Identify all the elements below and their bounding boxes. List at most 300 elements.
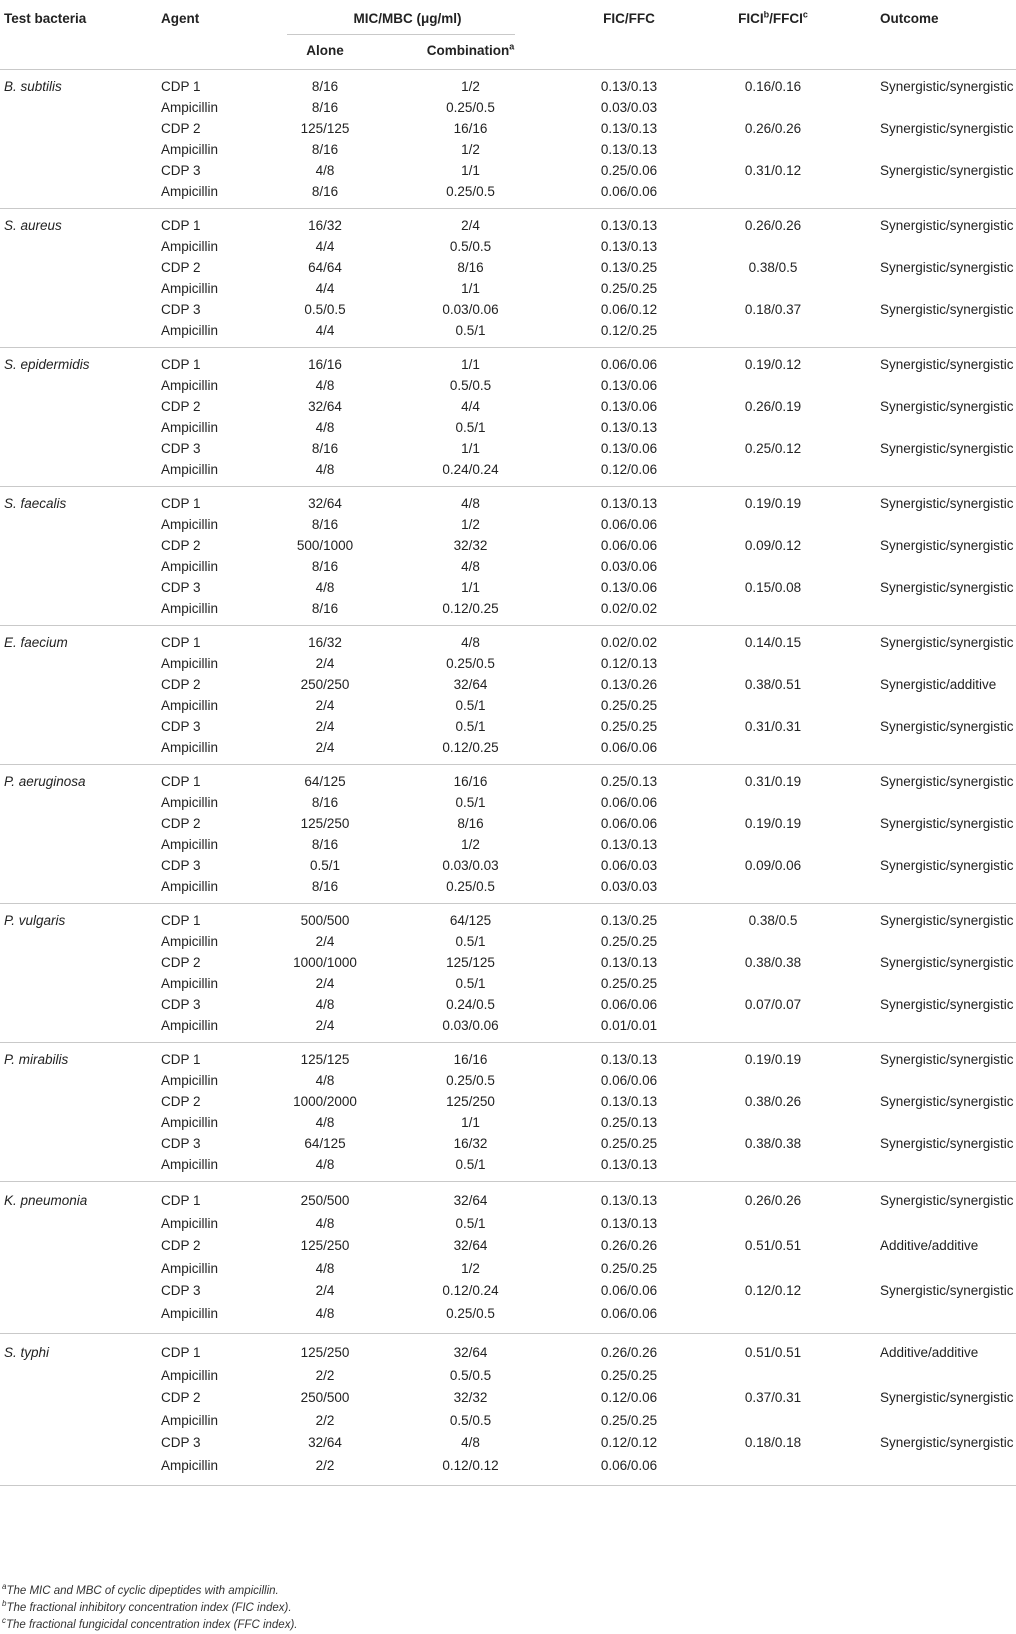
footnotes bbox=[0, 1583, 297, 1634]
table-row bbox=[0, 1154, 1016, 1175]
alone-cell: 1000/2000 bbox=[293, 1094, 357, 1109]
fici-cell: 0.51/0.51 bbox=[744, 1238, 802, 1253]
combination-cell: 125/125 bbox=[446, 955, 495, 970]
alone-cell: 250/500 bbox=[300, 1193, 350, 1208]
alone-cell: 4/8 bbox=[315, 1215, 335, 1231]
alone-cell: 4/8 bbox=[315, 1157, 335, 1172]
fic-cell: 0.12/0.06 bbox=[600, 1390, 658, 1405]
fic-cell: 0.06/0.06 bbox=[600, 997, 658, 1012]
outcome-cell: Synergistic/synergistic bbox=[880, 1435, 1014, 1450]
table-header bbox=[0, 0, 1016, 70]
bacteria-name: S. faecalis bbox=[4, 496, 67, 511]
outcome-cell: Synergistic/synergistic bbox=[880, 1390, 1014, 1405]
fici-cell: 0.25/0.12 bbox=[744, 441, 802, 456]
table-row bbox=[0, 514, 1016, 535]
footnote-mark-a: a bbox=[509, 41, 515, 52]
fic-cell: 0.26/0.26 bbox=[600, 1345, 658, 1360]
bacteria-name: P. vulgaris bbox=[4, 913, 66, 928]
alone-cell: 4/8 bbox=[315, 1115, 335, 1130]
bacteria-group bbox=[0, 70, 1016, 209]
agent-cell: CDP 2 bbox=[161, 1238, 201, 1253]
fic-cell: 0.13/0.25 bbox=[600, 260, 658, 275]
table-row bbox=[0, 1365, 1016, 1388]
fic-cell: 0.13/0.06 bbox=[600, 441, 658, 456]
outcome-cell: Synergistic/synergistic bbox=[880, 1136, 1014, 1151]
fici-cell: 0.37/0.31 bbox=[744, 1390, 802, 1405]
alone-cell: 2/4 bbox=[315, 1283, 335, 1298]
fic-cell: 0.12/0.13 bbox=[600, 656, 658, 671]
agent-cell: Ampicillin bbox=[161, 184, 219, 199]
header-ffci-text: /FFCI bbox=[769, 11, 803, 26]
agent-cell: Ampicillin bbox=[161, 1260, 219, 1276]
alone-cell: 4/4 bbox=[315, 323, 335, 338]
fic-cell: 0.13/0.13 bbox=[600, 79, 658, 94]
combination-cell: 16/16 bbox=[453, 774, 488, 789]
fic-cell: 0.06/0.06 bbox=[600, 1457, 658, 1473]
alone-cell: 16/32 bbox=[308, 218, 342, 233]
fic-cell: 0.06/0.03 bbox=[600, 858, 658, 873]
agent-cell: CDP 1 bbox=[161, 635, 201, 650]
fici-cell: 0.14/0.15 bbox=[744, 635, 802, 650]
fic-cell: 0.13/0.25 bbox=[600, 913, 658, 928]
outcome-cell: Synergistic/synergistic bbox=[880, 719, 1014, 734]
fic-cell: 0.06/0.06 bbox=[600, 816, 658, 831]
combination-cell: 1/2 bbox=[461, 837, 480, 852]
outcome-cell: Synergistic/synergistic bbox=[880, 955, 1014, 970]
fici-cell: 0.38/0.38 bbox=[744, 955, 802, 970]
fici-cell: 0.38/0.26 bbox=[744, 1094, 802, 1109]
table-row bbox=[0, 1213, 1016, 1236]
table-row bbox=[0, 320, 1016, 341]
fici-cell: 0.19/0.19 bbox=[744, 816, 802, 831]
outcome-cell: Additive/additive bbox=[880, 1345, 979, 1360]
fic-cell: 0.13/0.13 bbox=[600, 142, 658, 157]
agent-cell: CDP 1 bbox=[161, 496, 201, 511]
alone-cell: 2/2 bbox=[315, 1367, 335, 1383]
fic-cell: 0.13/0.13 bbox=[600, 1052, 658, 1067]
outcome-cell: Synergistic/synergistic bbox=[880, 538, 1014, 553]
outcome-cell: Synergistic/synergistic bbox=[880, 858, 1014, 873]
alone-cell: 500/1000 bbox=[296, 538, 354, 553]
agent-cell: Ampicillin bbox=[161, 378, 219, 393]
outcome-cell: Synergistic/synergistic bbox=[880, 441, 1014, 456]
fici-cell: 0.09/0.06 bbox=[744, 858, 802, 873]
agent-cell: CDP 2 bbox=[161, 121, 201, 136]
combination-cell: 0.25/0.5 bbox=[446, 1305, 495, 1321]
table-row bbox=[0, 535, 1016, 556]
fici-cell: 0.19/0.12 bbox=[744, 357, 802, 372]
agent-cell: Ampicillin bbox=[161, 698, 219, 713]
agent-cell: CDP 2 bbox=[161, 955, 201, 970]
footnote-b-mark: b bbox=[2, 1599, 7, 1609]
combination-cell: 16/16 bbox=[453, 121, 488, 136]
fic-cell: 0.03/0.03 bbox=[600, 879, 658, 894]
fic-cell: 0.13/0.13 bbox=[600, 1094, 658, 1109]
combination-cell: 8/16 bbox=[457, 260, 484, 275]
footnote-a-text: The MIC and MBC of cyclic dipeptides with ampicillin. bbox=[6, 1585, 279, 1597]
combination-cell: 1/2 bbox=[461, 79, 480, 94]
table-row bbox=[0, 1280, 1016, 1303]
fic-cell: 0.13/0.06 bbox=[600, 580, 658, 595]
footnote-c-text: The fractional fungicidal concentration index (FFC index). bbox=[6, 1619, 298, 1631]
combination-cell: 0.5/1 bbox=[455, 420, 486, 435]
table-row bbox=[0, 695, 1016, 716]
agent-cell: Ampicillin bbox=[161, 281, 219, 296]
alone-cell: 250/250 bbox=[300, 677, 350, 692]
header-subrule bbox=[287, 34, 515, 35]
agent-cell: Ampicillin bbox=[161, 1367, 219, 1383]
fic-cell: 0.06/0.06 bbox=[600, 357, 658, 372]
agent-cell: CDP 2 bbox=[161, 260, 201, 275]
table-row bbox=[0, 632, 1016, 653]
combination-cell: 0.5/1 bbox=[455, 719, 486, 734]
bacteria-name: B. subtilis bbox=[4, 79, 62, 94]
agent-cell: CDP 1 bbox=[161, 79, 201, 94]
combination-cell: 0.5/1 bbox=[455, 698, 486, 713]
bacteria-group bbox=[0, 1043, 1016, 1182]
alone-cell: 32/64 bbox=[308, 399, 342, 414]
alone-cell: 8/16 bbox=[311, 100, 339, 115]
fic-cell: 0.06/0.12 bbox=[600, 302, 658, 317]
combination-cell: 0.25/0.5 bbox=[446, 184, 495, 199]
alone-cell: 4/8 bbox=[315, 997, 335, 1012]
agent-cell: Ampicillin bbox=[161, 879, 219, 894]
fici-cell: 0.15/0.08 bbox=[744, 580, 802, 595]
combination-cell: 32/64 bbox=[453, 1238, 488, 1253]
fic-cell: 0.13/0.13 bbox=[600, 218, 658, 233]
alone-cell: 4/8 bbox=[315, 1073, 335, 1088]
agent-cell: CDP 1 bbox=[161, 218, 201, 233]
agent-cell: CDP 3 bbox=[161, 997, 201, 1012]
outcome-cell: Synergistic/synergistic bbox=[880, 913, 1014, 928]
combination-cell: 16/32 bbox=[453, 1136, 488, 1151]
fic-cell: 0.25/0.25 bbox=[600, 1136, 658, 1151]
alone-cell: 500/500 bbox=[300, 913, 350, 928]
table-row bbox=[0, 1091, 1016, 1112]
outcome-cell: Synergistic/synergistic bbox=[880, 1193, 1014, 1208]
table-row bbox=[0, 1455, 1016, 1478]
table-row bbox=[0, 375, 1016, 396]
table-row bbox=[0, 876, 1016, 897]
agent-cell: CDP 3 bbox=[161, 1136, 201, 1151]
bacteria-group bbox=[0, 626, 1016, 765]
combination-cell: 8/16 bbox=[457, 816, 484, 831]
alone-cell: 2/4 bbox=[315, 934, 335, 949]
fic-cell: 0.25/0.25 bbox=[600, 976, 658, 991]
table-body bbox=[0, 70, 1016, 1486]
combination-cell: 32/32 bbox=[453, 1390, 488, 1405]
fic-cell: 0.25/0.25 bbox=[600, 1260, 658, 1276]
combination-cell: 0.5/1 bbox=[455, 795, 486, 810]
fic-cell: 0.25/0.13 bbox=[600, 1115, 658, 1130]
header-test-bacteria: Test bacteria bbox=[4, 11, 87, 26]
alone-cell: 16/16 bbox=[308, 357, 342, 372]
table-row bbox=[0, 1190, 1016, 1213]
table-row bbox=[0, 118, 1016, 139]
alone-cell: 1000/1000 bbox=[293, 955, 357, 970]
outcome-cell: Additive/additive bbox=[880, 1238, 979, 1253]
fici-cell: 0.26/0.19 bbox=[744, 399, 802, 414]
combination-cell: 4/8 bbox=[461, 635, 480, 650]
fici-cell: 0.18/0.18 bbox=[744, 1435, 802, 1450]
combination-cell: 0.12/0.12 bbox=[442, 1457, 499, 1473]
fici-cell: 0.31/0.12 bbox=[744, 163, 802, 178]
outcome-cell: Synergistic/synergistic bbox=[880, 1094, 1014, 1109]
table-row bbox=[0, 181, 1016, 202]
outcome-cell: Synergistic/synergistic bbox=[880, 302, 1014, 317]
fic-cell: 0.01/0.01 bbox=[600, 1018, 658, 1033]
combination-cell: 0.5/1 bbox=[455, 976, 486, 991]
agent-cell: CDP 3 bbox=[161, 858, 201, 873]
combination-cell: 0.03/0.06 bbox=[442, 1018, 499, 1033]
table-row bbox=[0, 493, 1016, 514]
fic-cell: 0.06/0.06 bbox=[600, 538, 658, 553]
agent-cell: CDP 2 bbox=[161, 677, 201, 692]
table-row bbox=[0, 952, 1016, 973]
alone-cell: 2/4 bbox=[315, 976, 335, 991]
fici-cell: 0.31/0.31 bbox=[744, 719, 802, 734]
header-combination-text: Combination bbox=[426, 43, 510, 58]
agent-cell: CDP 2 bbox=[161, 1094, 201, 1109]
alone-cell: 8/16 bbox=[311, 837, 339, 852]
combination-cell: 0.24/0.24 bbox=[442, 462, 499, 477]
combination-cell: 0.03/0.03 bbox=[442, 858, 499, 873]
alone-cell: 2/2 bbox=[315, 1457, 335, 1473]
alone-cell: 125/125 bbox=[300, 1052, 350, 1067]
table-row bbox=[0, 556, 1016, 577]
combination-cell: 32/64 bbox=[453, 1345, 488, 1360]
alone-cell: 125/125 bbox=[300, 121, 350, 136]
fic-cell: 0.25/0.25 bbox=[600, 934, 658, 949]
agent-cell: Ampicillin bbox=[161, 656, 219, 671]
table-row bbox=[0, 813, 1016, 834]
alone-cell: 125/250 bbox=[300, 1238, 350, 1253]
agent-cell: Ampicillin bbox=[161, 462, 219, 477]
table-row bbox=[0, 716, 1016, 737]
alone-cell: 2/4 bbox=[315, 1018, 335, 1033]
agent-cell: CDP 3 bbox=[161, 302, 201, 317]
bacteria-group bbox=[0, 765, 1016, 904]
alone-cell: 4/8 bbox=[315, 420, 335, 435]
bacteria-group bbox=[0, 1334, 1016, 1486]
alone-cell: 64/64 bbox=[308, 260, 342, 275]
bacteria-group bbox=[0, 348, 1016, 487]
outcome-cell: Synergistic/additive bbox=[880, 677, 997, 692]
combination-cell: 0.03/0.06 bbox=[442, 302, 499, 317]
agent-cell: CDP 2 bbox=[161, 538, 201, 553]
fic-cell: 0.12/0.06 bbox=[600, 462, 658, 477]
alone-cell: 0.5/1 bbox=[309, 858, 341, 873]
combination-cell: 0.12/0.24 bbox=[442, 1283, 499, 1298]
agent-cell: CDP 3 bbox=[161, 1435, 201, 1450]
alone-cell: 8/16 bbox=[311, 142, 339, 157]
fici-cell: 0.26/0.26 bbox=[744, 1193, 802, 1208]
fici-cell: 0.18/0.37 bbox=[744, 302, 802, 317]
table-row bbox=[0, 396, 1016, 417]
fic-cell: 0.13/0.13 bbox=[600, 496, 658, 511]
fic-cell: 0.06/0.06 bbox=[600, 795, 658, 810]
combination-cell: 4/4 bbox=[461, 399, 480, 414]
agent-cell: CDP 1 bbox=[161, 774, 201, 789]
fic-cell: 0.25/0.25 bbox=[600, 719, 658, 734]
alone-cell: 8/16 bbox=[311, 184, 339, 199]
outcome-cell: Synergistic/synergistic bbox=[880, 121, 1014, 136]
agent-cell: Ampicillin bbox=[161, 1157, 219, 1172]
table-row bbox=[0, 973, 1016, 994]
fici-cell: 0.38/0.5 bbox=[748, 260, 798, 275]
fic-cell: 0.13/0.13 bbox=[600, 955, 658, 970]
alone-cell: 4/4 bbox=[315, 281, 335, 296]
agent-cell: Ampicillin bbox=[161, 239, 219, 254]
table-row bbox=[0, 97, 1016, 118]
table-row bbox=[0, 459, 1016, 480]
fici-cell: 0.31/0.19 bbox=[744, 774, 802, 789]
fic-cell: 0.12/0.12 bbox=[600, 1435, 658, 1450]
agent-cell: CDP 3 bbox=[161, 580, 201, 595]
combination-cell: 32/32 bbox=[453, 538, 488, 553]
combination-cell: 16/16 bbox=[453, 1052, 488, 1067]
header-agent: Agent bbox=[161, 11, 200, 26]
fic-cell: 0.25/0.25 bbox=[600, 1412, 658, 1428]
agent-cell: CDP 1 bbox=[161, 357, 201, 372]
fic-cell: 0.13/0.13 bbox=[600, 121, 658, 136]
table-row bbox=[0, 1049, 1016, 1070]
table-row bbox=[0, 598, 1016, 619]
alone-cell: 8/16 bbox=[311, 441, 339, 456]
outcome-cell: Synergistic/synergistic bbox=[880, 816, 1014, 831]
agent-cell: CDP 2 bbox=[161, 399, 201, 414]
header-mic-mbc: MIC/MBC (μg/ml) bbox=[353, 11, 462, 26]
fic-cell: 0.06/0.06 bbox=[600, 184, 658, 199]
table-row bbox=[0, 737, 1016, 758]
outcome-cell: Synergistic/synergistic bbox=[880, 399, 1014, 414]
table-row bbox=[0, 855, 1016, 876]
fic-cell: 0.13/0.13 bbox=[600, 239, 658, 254]
alone-cell: 2/4 bbox=[315, 719, 335, 734]
agent-cell: Ampicillin bbox=[161, 323, 219, 338]
combination-cell: 0.25/0.5 bbox=[446, 656, 495, 671]
combination-cell: 1/1 bbox=[461, 580, 480, 595]
fic-cell: 0.06/0.06 bbox=[600, 517, 658, 532]
fic-cell: 0.06/0.06 bbox=[600, 1283, 658, 1298]
combination-cell: 1/2 bbox=[461, 142, 480, 157]
table-row bbox=[0, 1303, 1016, 1326]
outcome-cell: Synergistic/synergistic bbox=[880, 218, 1014, 233]
table-row bbox=[0, 1410, 1016, 1433]
agent-cell: Ampicillin bbox=[161, 1018, 219, 1033]
table-row bbox=[0, 299, 1016, 320]
table-row bbox=[0, 1342, 1016, 1365]
alone-cell: 8/16 bbox=[311, 79, 339, 94]
fic-cell: 0.13/0.26 bbox=[600, 677, 658, 692]
table-row bbox=[0, 910, 1016, 931]
agent-cell: CDP 3 bbox=[161, 719, 201, 734]
agent-cell: Ampicillin bbox=[161, 1115, 219, 1130]
combination-cell: 1/1 bbox=[461, 163, 480, 178]
table-row bbox=[0, 1235, 1016, 1258]
combination-cell: 0.5/0.5 bbox=[449, 1367, 492, 1383]
fici-cell: 0.12/0.12 bbox=[744, 1283, 802, 1298]
alone-cell: 64/125 bbox=[304, 774, 346, 789]
agent-cell: Ampicillin bbox=[161, 1412, 219, 1428]
outcome-cell: Synergistic/synergistic bbox=[880, 496, 1014, 511]
fici-cell: 0.19/0.19 bbox=[744, 1052, 802, 1067]
agent-cell: Ampicillin bbox=[161, 934, 219, 949]
alone-cell: 4/8 bbox=[315, 1260, 335, 1276]
fici-cell: 0.16/0.16 bbox=[744, 79, 802, 94]
bacteria-group bbox=[0, 209, 1016, 348]
table-row bbox=[0, 674, 1016, 695]
alone-cell: 64/125 bbox=[304, 1136, 346, 1151]
combination-cell: 4/8 bbox=[461, 559, 480, 574]
alone-cell: 16/32 bbox=[308, 635, 342, 650]
combination-cell: 1/1 bbox=[461, 441, 480, 456]
table-row bbox=[0, 994, 1016, 1015]
bacteria-group bbox=[0, 904, 1016, 1043]
fici-cell: 0.51/0.51 bbox=[744, 1345, 802, 1360]
table-row bbox=[0, 1133, 1016, 1154]
agent-cell: Ampicillin bbox=[161, 1457, 219, 1473]
footnote-a-mark: a bbox=[2, 1582, 7, 1592]
fici-cell: 0.09/0.12 bbox=[744, 538, 802, 553]
table-row bbox=[0, 577, 1016, 598]
combination-cell: 0.12/0.25 bbox=[442, 601, 499, 616]
fici-cell: 0.19/0.19 bbox=[744, 496, 802, 511]
combination-cell: 0.5/1 bbox=[455, 934, 486, 949]
outcome-cell: Synergistic/synergistic bbox=[880, 774, 1014, 789]
fic-cell: 0.02/0.02 bbox=[600, 601, 658, 616]
combination-cell: 64/125 bbox=[449, 913, 492, 928]
table-row bbox=[0, 76, 1016, 97]
combination-cell: 4/8 bbox=[461, 496, 480, 511]
agent-cell: Ampicillin bbox=[161, 837, 219, 852]
combination-cell: 4/8 bbox=[461, 1435, 480, 1450]
bacteria-group bbox=[0, 487, 1016, 626]
fici-cell: 0.26/0.26 bbox=[744, 218, 802, 233]
bacteria-name: S. epidermidis bbox=[4, 357, 90, 372]
fic-cell: 0.06/0.06 bbox=[600, 740, 658, 755]
alone-cell: 8/16 bbox=[311, 559, 339, 574]
fici-cell: 0.07/0.07 bbox=[744, 997, 802, 1012]
agent-cell: Ampicillin bbox=[161, 559, 219, 574]
table-row bbox=[0, 1258, 1016, 1281]
header-outcome: Outcome bbox=[880, 11, 939, 26]
fic-cell: 0.26/0.26 bbox=[600, 1238, 658, 1253]
combination-cell: 0.25/0.5 bbox=[446, 879, 495, 894]
header-fic-ffc: FIC/FFC bbox=[603, 11, 655, 26]
footnote-b bbox=[0, 1600, 297, 1617]
agent-cell: CDP 2 bbox=[161, 816, 201, 831]
fic-cell: 0.25/0.25 bbox=[600, 698, 658, 713]
bacteria-name: S. typhi bbox=[4, 1345, 50, 1360]
bacteria-name: S. aureus bbox=[4, 218, 62, 233]
combination-cell: 0.25/0.5 bbox=[446, 100, 495, 115]
footnote-a bbox=[0, 1583, 297, 1600]
agent-cell: CDP 3 bbox=[161, 1283, 201, 1298]
footnote-c-mark: c bbox=[2, 1616, 6, 1626]
table-row bbox=[0, 1015, 1016, 1036]
alone-cell: 4/8 bbox=[315, 580, 335, 595]
alone-cell: 250/500 bbox=[300, 1390, 350, 1405]
fic-cell: 0.02/0.02 bbox=[600, 635, 658, 650]
table-row bbox=[0, 653, 1016, 674]
outcome-cell: Synergistic/synergistic bbox=[880, 1283, 1014, 1298]
alone-cell: 4/4 bbox=[315, 239, 335, 254]
agent-cell: CDP 3 bbox=[161, 441, 201, 456]
agent-cell: Ampicillin bbox=[161, 976, 219, 991]
header-combination bbox=[413, 43, 528, 58]
agent-cell: Ampicillin bbox=[161, 100, 219, 115]
